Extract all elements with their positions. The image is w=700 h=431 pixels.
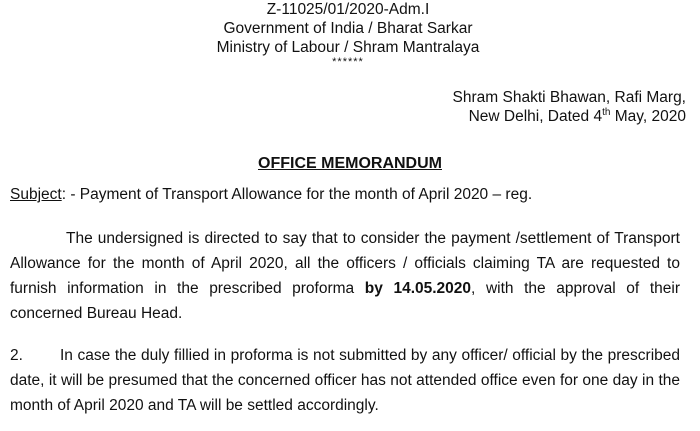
subject-line — [10, 186, 690, 204]
date-ordinal: th — [602, 107, 611, 118]
paragraph-1 — [10, 226, 680, 326]
address-block — [453, 88, 686, 126]
para1-deadline: by 14.05.2020 — [364, 280, 472, 297]
file-number: Z-11025/01/2020-Adm.I — [266, 1, 430, 18]
address-line-1: Shram Shakti Bhawan, Rafi Marg, — [452, 89, 686, 106]
para1-text-after: , with the approval of their concerned Bureau Head. — [10, 280, 680, 322]
subject-label: Subject — [10, 186, 62, 203]
government-name: Government of India / Bharat Sarkar — [223, 20, 473, 37]
date-prefix: New Delhi, Dated 4 — [468, 108, 603, 125]
para1-text-before: The undersigned is directed to say that to consider the payment /settlement of Transport Allowance for the month of April 2020, all the officers / officials claiming TA are requested to furnish information in the prescribed proforma — [10, 230, 680, 297]
ministry-name: Ministry of Labour / Shram Mantralaya — [216, 39, 480, 56]
address-line-2 — [453, 107, 686, 126]
memo-title: OFFICE MEMORANDUM — [258, 155, 442, 172]
para2-number: 2. — [10, 347, 23, 364]
separator-stars: ****** — [332, 56, 364, 68]
letterhead — [0, 0, 700, 67]
paragraph-2 — [10, 343, 680, 418]
para2-text: In case the duly fillied in proforma is not submitted by any officer/ official by the prescribed date, it will be presumed that the concerned officer has not attended office even for one day in the month of April 2020 and TA will be settled accordingly. — [10, 347, 680, 414]
subject-text: : - Payment of Transport Allowance for the month of April 2020 – reg. — [61, 186, 533, 203]
date-suffix: May, 2020 — [610, 108, 686, 125]
